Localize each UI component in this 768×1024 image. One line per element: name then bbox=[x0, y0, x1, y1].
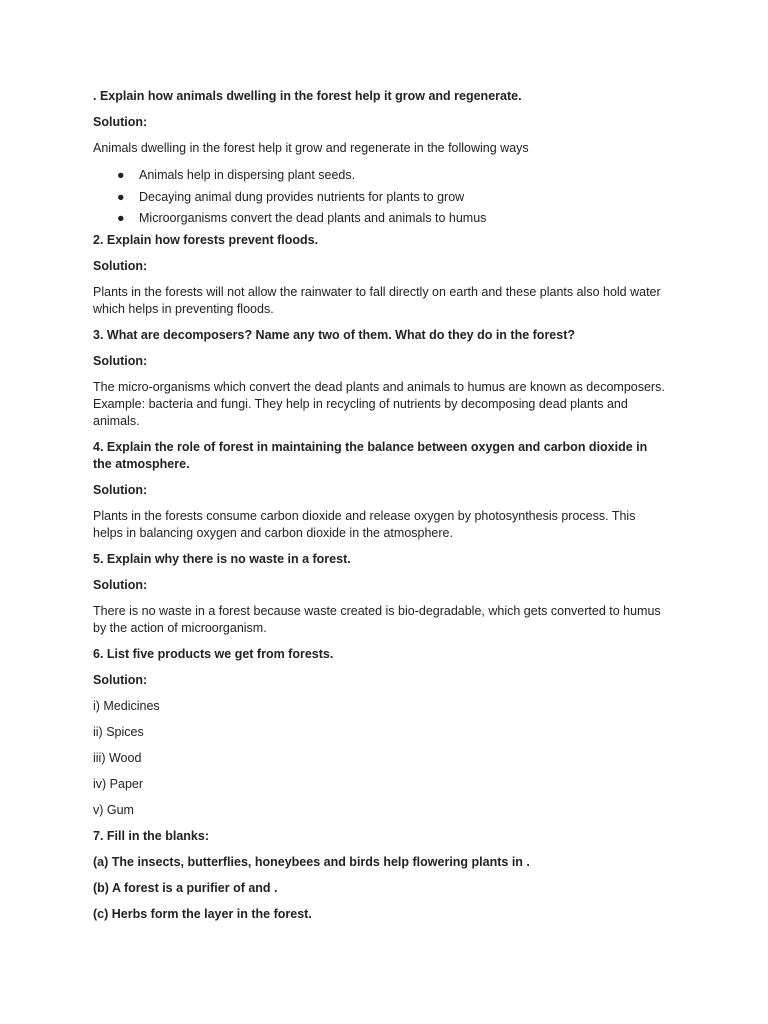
list-item: ii) Spices bbox=[93, 724, 144, 739]
answer-2: Plants in the forests will not allow the rainwater to fall directly on earth and these plants also hold water which helps in preventing floods. bbox=[93, 284, 661, 316]
question-7: 7. Fill in the blanks: bbox=[93, 828, 209, 843]
bullet-icon: ● bbox=[117, 168, 125, 182]
answer-3: The micro-organisms which convert the dead plants and animals to humus are known as decomposers. Example: bacteria and fungi. They help in recycling of nutrients by decomposing dead plants and animals. bbox=[93, 379, 665, 428]
answer-1-intro: Animals dwelling in the forest help it grow and regenerate in the following ways bbox=[93, 141, 529, 155]
solution-label-1: Solution: bbox=[93, 115, 148, 129]
list-item: iv) Paper bbox=[93, 776, 144, 791]
list-item bbox=[93, 189, 668, 206]
solution-label-4: Solution: bbox=[93, 482, 148, 497]
bullet-icon: ● bbox=[117, 189, 125, 204]
fill-blank-b: (b) A forest is a purifier of and . bbox=[93, 880, 278, 895]
solution-label-6: Solution: bbox=[93, 672, 148, 687]
fill-blank-a: (a) The insects, butterflies, honeybees and birds help flowering plants in . bbox=[93, 854, 530, 869]
list-item: v) Gum bbox=[93, 802, 134, 817]
question-5: 5. Explain why there is no waste in a forest. bbox=[93, 551, 351, 566]
list-item: i) Medicines bbox=[93, 698, 160, 713]
solution-label-5: Solution: bbox=[93, 577, 148, 592]
solution-label-3: Solution: bbox=[93, 353, 148, 368]
answer-1-bullet-list bbox=[93, 167, 668, 227]
question-4: 4. Explain the role of forest in maintaining the balance between oxygen and carbon dioxide in the atmosphere. bbox=[93, 439, 648, 471]
list-item bbox=[93, 210, 668, 227]
list-item-text: Microorganisms convert the dead plants and animals to humus bbox=[139, 211, 487, 225]
answer-4: Plants in the forests consume carbon dioxide and release oxygen by photosynthesis process. This helps in balancing oxygen and carbon dioxide in the atmosphere. bbox=[93, 508, 636, 540]
document-page bbox=[93, 88, 668, 932]
bullet-icon: ● bbox=[117, 211, 125, 225]
answer-5: There is no waste in a forest because waste created is bio-degradable, which gets converted to humus by the action of microorganism. bbox=[93, 603, 661, 635]
list-item bbox=[93, 167, 668, 184]
question-6: 6. List five products we get from forests. bbox=[93, 646, 334, 661]
question-1: . Explain how animals dwelling in the forest help it grow and regenerate. bbox=[93, 89, 522, 103]
list-item: iii) Wood bbox=[93, 750, 142, 765]
list-item-text: Animals help in dispersing plant seeds. bbox=[139, 168, 356, 182]
list-item-text: Decaying animal dung provides nutrients for plants to grow bbox=[139, 189, 465, 204]
solution-label-2: Solution: bbox=[93, 258, 148, 273]
question-2: 2. Explain how forests prevent floods. bbox=[93, 232, 319, 247]
question-3: 3. What are decomposers? Name any two of them. What do they do in the forest? bbox=[93, 327, 576, 342]
fill-blank-c: (c) Herbs form the layer in the forest. bbox=[93, 906, 312, 921]
